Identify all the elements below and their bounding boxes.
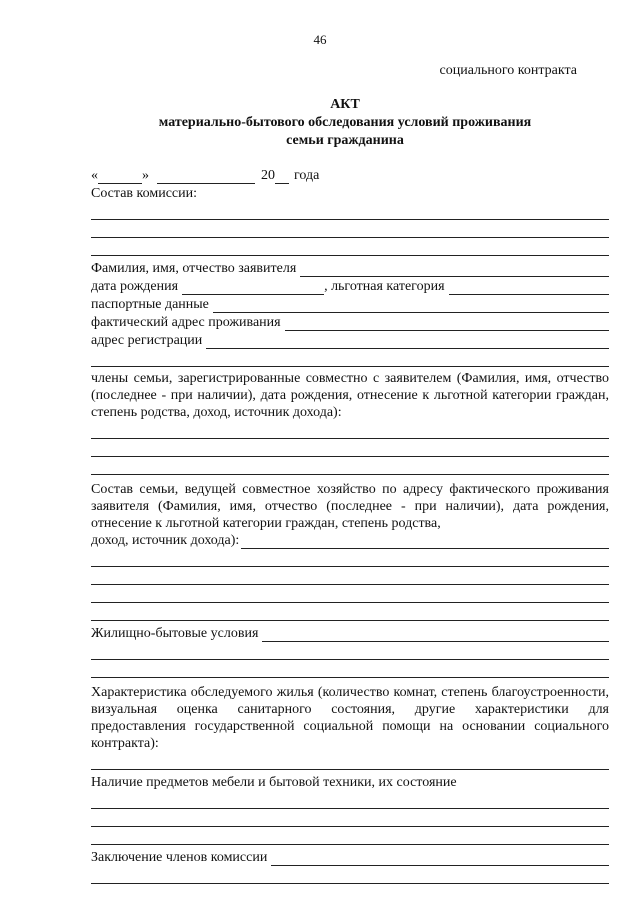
furniture-label: Наличие предметов мебели и бытовой техники, их состояние <box>91 775 457 790</box>
commission-line-3[interactable] <box>91 238 609 256</box>
reg-address-row <box>91 331 609 349</box>
title-line-subject: материально-бытового обследования условий проживания <box>158 115 532 130</box>
date-month-blank[interactable] <box>157 171 255 184</box>
form-body <box>91 166 609 884</box>
housing-characteristics-text: Характеристика обследуемого жилья (количество комнат, степень благоустроенности, визуальная оценка санитарного состояния, другие характеристики для предоставления государственной социальной помощи на основании социального контракта): <box>91 685 609 751</box>
family-registered-line-2[interactable] <box>91 439 609 457</box>
family-registered-line-3[interactable] <box>91 457 609 475</box>
family-household-line-4[interactable] <box>91 603 609 621</box>
living-conditions-line-1[interactable] <box>91 642 609 660</box>
conclusion-label: Заключение членов комиссии <box>91 850 268 865</box>
date-year-prefix: 20 <box>261 168 275 183</box>
date-year-blank[interactable] <box>275 171 289 184</box>
title-line-act: АКТ <box>330 97 360 112</box>
living-conditions-row <box>91 624 609 642</box>
fio-row <box>91 259 609 277</box>
birth-label: дата рождения <box>91 279 179 294</box>
family-registered-text: члены семьи, зарегистрированные совместно с заявителем (Фамилия, имя, отчество (последнее - при наличии), дата рождения, отнесение к льготной категории граждан, степень родства, доход, источник дохода): <box>91 371 609 420</box>
date-day-blank[interactable] <box>98 171 142 184</box>
family-household-last-row <box>91 532 609 549</box>
passport-field[interactable] <box>213 300 609 313</box>
family-household-line-3[interactable] <box>91 585 609 603</box>
furniture-row <box>91 773 609 791</box>
commission-line-2[interactable] <box>91 220 609 238</box>
birth-category-row <box>91 277 609 295</box>
commission-label: Состав комиссии: <box>91 186 197 201</box>
furniture-line-1[interactable] <box>91 791 609 809</box>
commission-line-1[interactable] <box>91 202 609 220</box>
birth-field[interactable] <box>182 282 324 295</box>
conclusion-field[interactable] <box>271 853 609 866</box>
passport-row <box>91 295 609 313</box>
actual-address-row <box>91 313 609 331</box>
family-household-last-text: доход, источник дохода): <box>91 533 240 548</box>
conclusion-row <box>91 848 609 866</box>
header-note: социального контракта <box>439 63 577 78</box>
furniture-line-3[interactable] <box>91 827 609 845</box>
date-year-suffix: года <box>294 168 320 183</box>
date-close-quote: » <box>142 168 149 183</box>
living-conditions-field[interactable] <box>262 629 609 642</box>
reg-address-field[interactable] <box>206 336 609 349</box>
fio-field[interactable] <box>300 264 609 277</box>
address-extra-line[interactable] <box>91 349 609 367</box>
title-line-family: семьи гражданина <box>286 133 404 148</box>
actual-address-field[interactable] <box>285 318 609 331</box>
family-household-line-2[interactable] <box>91 567 609 585</box>
fio-label: Фамилия, имя, отчество заявителя <box>91 261 297 276</box>
commission-row <box>91 184 609 202</box>
date-line <box>91 166 609 184</box>
category-label: , льготная категория <box>324 279 445 294</box>
living-conditions-line-2[interactable] <box>91 660 609 678</box>
furniture-line-2[interactable] <box>91 809 609 827</box>
category-field[interactable] <box>449 282 609 295</box>
date-open-quote: « <box>91 168 98 183</box>
family-household-line-1[interactable] <box>91 549 609 567</box>
family-household-field[interactable] <box>241 536 609 549</box>
document-title <box>90 96 600 150</box>
living-conditions-label: Жилищно-бытовые условия <box>91 626 259 641</box>
actual-address-label: фактический адрес проживания <box>91 315 281 330</box>
passport-label: паспортные данные <box>91 297 209 312</box>
family-household-text: Состав семьи, ведущей совместное хозяйство по адресу фактического проживания заявителя (Фамилия, имя, отчество (последнее - при наличии), дата рождения, отнесение к льготной категории граждан, степень родства, <box>91 482 609 531</box>
page-number: 46 <box>313 32 327 47</box>
reg-address-label: адрес регистрации <box>91 333 203 348</box>
housing-characteristics-line-1[interactable] <box>91 752 609 770</box>
family-registered-line-1[interactable] <box>91 421 609 439</box>
conclusion-line-1[interactable] <box>91 866 609 884</box>
